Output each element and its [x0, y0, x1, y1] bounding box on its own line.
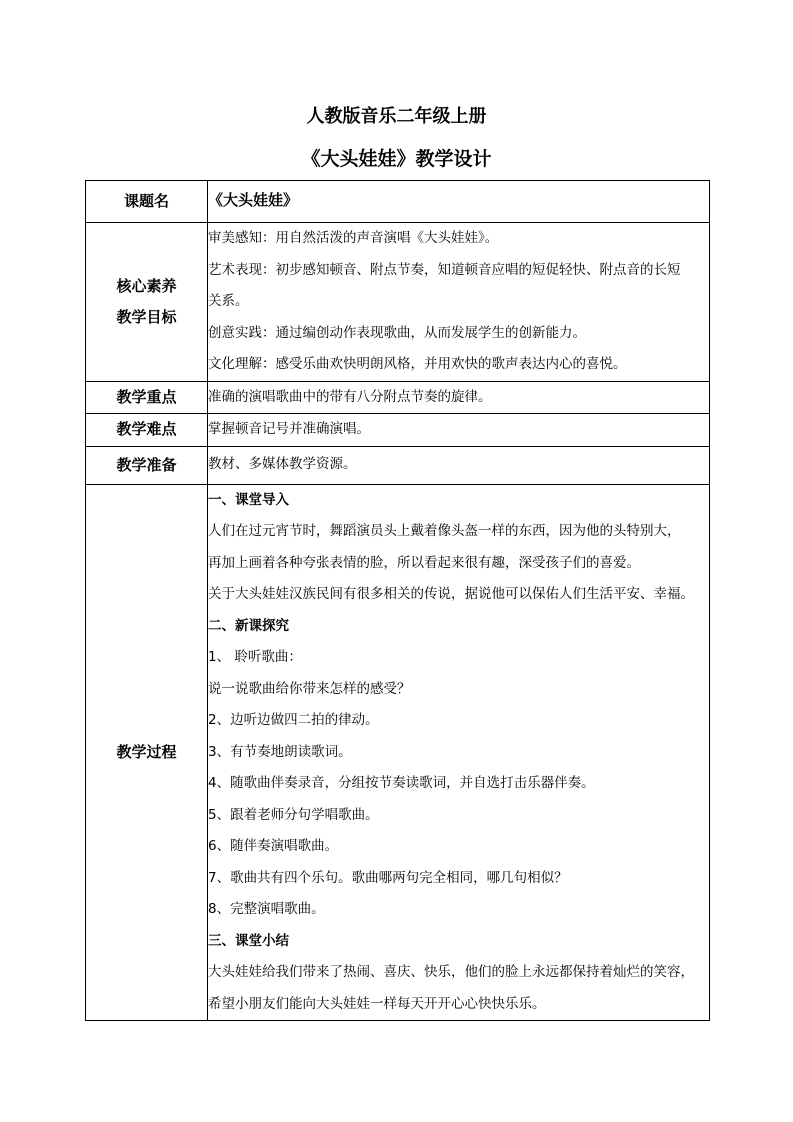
- process-label: 教学过程: [86, 484, 208, 1021]
- topic-value: 《大头娃娃》: [208, 191, 299, 210]
- key-points-label: 教学重点: [86, 381, 208, 414]
- process-line: 关于大头娃娃汉族民间有很多相关的传说，据说他可以保佑人们生活平安、幸福。: [208, 586, 694, 602]
- goal-line: 艺术表现：初步感知顿音、附点节奏，知道顿音应唱的短促轻快、附点音的长短: [208, 261, 681, 278]
- process-heading: 二、新课探究: [208, 617, 289, 634]
- process-cell: [208, 484, 710, 1021]
- key-points-value: 准确的演唱歌曲中的带有八分附点节奏的旋律。: [208, 381, 710, 414]
- process-line: 3、有节奏地朗读歌词。: [208, 743, 352, 760]
- table-row-goals: [86, 223, 710, 382]
- goals-label: [86, 223, 208, 382]
- process-line: 希望小朋友们能向大头娃娃一样每天开开心心快快乐乐。: [208, 995, 546, 1012]
- process-line: 7、歌曲共有四个乐句。歌曲哪两句完全相同，哪几句相似？: [208, 869, 568, 886]
- difficulties-label: 教学难点: [86, 414, 208, 447]
- process-line: 1、 聆听歌曲：: [208, 649, 302, 665]
- table-row-key-points: [86, 381, 710, 414]
- goal-line: 审美感知：用自然活泼的声音演唱《大头娃娃》。: [208, 230, 499, 246]
- process-line: 4、随歌曲伴奏录音，分组按节奏读歌词，并自选打击乐器伴奏。: [208, 775, 595, 791]
- process-line: 8、完整演唱歌曲。: [208, 901, 325, 917]
- table-row-difficulties: [86, 414, 710, 447]
- process-line: 5、跟着老师分句学唱歌曲。: [208, 806, 379, 823]
- topic-cell: [208, 181, 710, 223]
- table-row-topic: [86, 181, 710, 223]
- table-row-process: [86, 484, 710, 1021]
- document-subtitle: 《大头娃娃》教学设计: [301, 148, 492, 170]
- preparation-value: 教材、多媒体教学资源。: [208, 446, 710, 484]
- preparation-label: 教学准备: [86, 446, 208, 484]
- goals-label-line-2: 教学目标: [116, 307, 177, 326]
- process-line: 6、随伴奏演唱歌曲。: [208, 838, 339, 854]
- process-heading: 一、课堂导入: [208, 491, 289, 508]
- goal-line: 创意实践：通过编创动作表现歌曲，从而发展学生的创新能力。: [208, 324, 586, 341]
- table-row-preparation: [86, 446, 710, 484]
- process-line: 大头娃娃给我们带来了热闹、喜庆、快乐，他们的脸上永远都保持着灿烂的笑容，: [208, 964, 694, 980]
- process-line: 再加上画着各种夸张表情的脸，所以看起来很有趣，深受孩子们的喜爱。: [208, 554, 640, 571]
- process-line: 人们在过元宵节时，舞蹈演员头上戴着像头盔一样的东西，因为他的头特别大，: [208, 523, 681, 539]
- lesson-plan-table: [85, 180, 710, 1021]
- document-title: 人教版音乐二年级上册: [306, 106, 487, 127]
- topic-label: 课题名: [86, 181, 208, 223]
- process-line: 说一说歌曲给你带来怎样的感受？: [208, 680, 411, 697]
- difficulties-value: 掌握顿音记号并准确演唱。: [208, 414, 710, 447]
- goals-label-line-1: 核心素养: [116, 276, 177, 295]
- goal-line: 文化理解：感受乐曲欢快明朗风格，并用欢快的歌声表达内心的喜悦。: [208, 356, 627, 372]
- process-line: 2、边听边做四二拍的律动。: [208, 712, 379, 728]
- goals-cell: [208, 223, 710, 382]
- process-heading: 三、课堂小结: [208, 932, 289, 949]
- goal-line: 关系。: [208, 293, 249, 309]
